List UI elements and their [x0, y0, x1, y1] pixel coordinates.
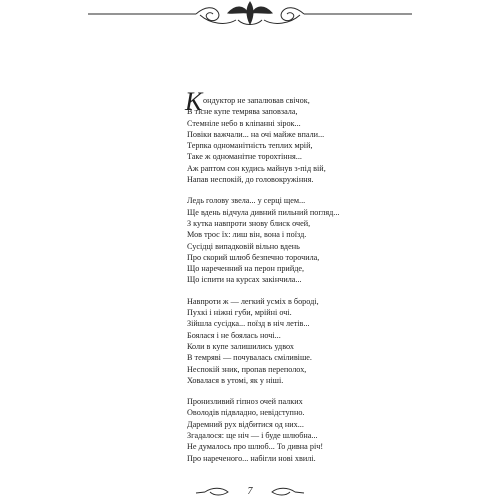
ornament-swirl-right-lower: [264, 15, 300, 23]
ornament-leaf-left: [228, 7, 248, 13]
stanza-4: [187, 396, 447, 464]
poem: [185, 87, 447, 464]
poem-line: Напав неспокій, до головокружіння.: [187, 175, 314, 185]
poem-line: Даремний рух відбитися од них...: [187, 419, 304, 429]
poem-line: Не думалось про шлюб... То дивна річ!: [187, 442, 324, 452]
ornament-swirl-left-lower: [200, 15, 236, 23]
poem-line: Згадалося: ще ніч — і буде шлюбна...: [187, 431, 318, 441]
poem-line: Пронизливий гіпноз очей палких: [187, 397, 303, 407]
ornament-swirl-left: [196, 8, 219, 21]
ornament-center-flourish: [247, 2, 253, 24]
poem-line: В тісне купе темрява заповзала,: [187, 107, 298, 117]
ornament-swirl-right: [281, 8, 304, 21]
stanza-gap: [187, 386, 447, 396]
poem-line: Терпка одноманітність теплих мрій,: [187, 141, 313, 151]
top-ornament-divider: [0, 0, 500, 40]
drop-cap: К: [185, 87, 203, 116]
poem-line: Сусідці випадковій вільно вдень: [187, 241, 300, 251]
bottom-flourish-right: [272, 488, 295, 495]
poem-line: Таке ж одноманітне торохтіння...: [187, 152, 302, 162]
poem-line: Навпроти ж — легкий усміх в бороді,: [187, 296, 319, 306]
poem-line: Коли в купе залишились удвох: [187, 341, 294, 351]
stanza-gap: [187, 286, 447, 296]
poem-line: Ще вдень відчула дивний пильний погляд...: [187, 207, 340, 217]
poem-line: Неспокій зник, пропав переполох,: [187, 364, 307, 374]
poem-line: Що нареченний на перон прийде,: [187, 264, 305, 274]
poem-line: Повіки важчали... на очі майже впали...: [187, 129, 325, 139]
poem-line: Боялася і не боялась ночі...: [187, 330, 281, 340]
poem-line: Про скорий шлюб безпечно торочила,: [187, 252, 320, 262]
poem-line: Про нареченого... набігли нові хвилі.: [187, 453, 316, 463]
poem-line: Ледь голову звела... у серці щем...: [187, 196, 306, 206]
stanza-3: [187, 296, 447, 386]
stanza-gap: [187, 185, 447, 195]
poem-line: Оволодів підвладно, невідступно.: [187, 408, 305, 418]
poem-line: В темряві — почувалась сміливіше.: [187, 353, 312, 363]
poem-line: Аж раптом сон кудись майнув з-під вій,: [187, 163, 326, 173]
stanza-1: [187, 95, 447, 185]
poem-line: Стемніле небо в кліпанні зірок...: [187, 118, 301, 128]
ornament-leaf-right: [252, 7, 272, 13]
poem-line: З кутка навпроти знову блиск очей,: [187, 218, 311, 228]
poem-line: Зійшла сусідка... поїзд в ніч летів...: [187, 319, 310, 329]
bottom-flourish-left: [205, 488, 228, 495]
poem-line: Що іспити на курсах закінчила...: [187, 275, 302, 285]
poem-line: Пухкі і ніжні губи, мрійні очі.: [187, 308, 292, 318]
poem-line: ондуктор не запалював свічок,: [203, 96, 310, 105]
poem-line: Ховалася в утомі, як у ніші.: [187, 375, 284, 385]
page-number: 7: [247, 486, 253, 497]
poem-line: Мов трос їх: лиш він, вона і поїзд.: [187, 230, 307, 240]
stanza-2: [187, 195, 447, 285]
